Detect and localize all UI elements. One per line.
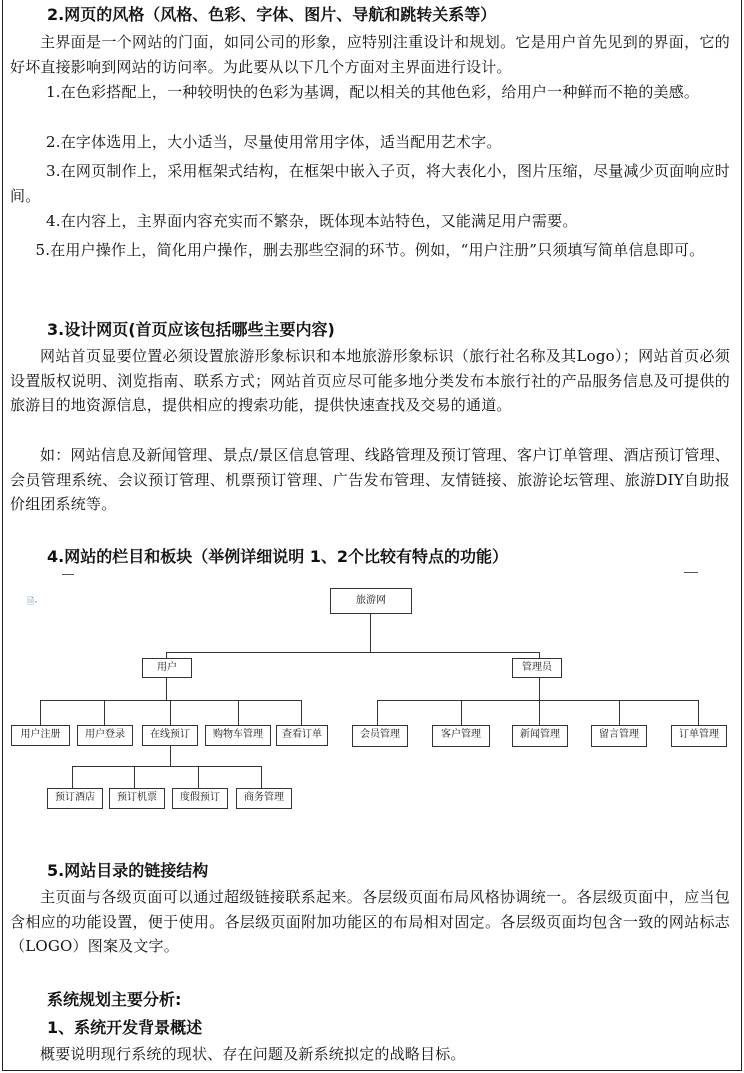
diagram-frame-mark-left (62, 574, 74, 575)
connector-ac-3 (539, 700, 540, 725)
connector-bc-4 (261, 766, 262, 788)
node-order-management: 订单管理 (671, 725, 727, 747)
node-view-orders: 查看订单 (276, 725, 328, 746)
document-icon: 🗎- (27, 597, 38, 607)
node-member-management: 会员管理 (352, 725, 408, 747)
site-structure-diagram (0, 570, 744, 820)
section4-title: 4.网站的栏目和板块（举例详细说明 1、2个比较有特点的功能） (47, 547, 509, 566)
analysis-paragraph-1: 概要说明现行系统的现状、存在问题及新系统拟定的战略目标。 (40, 1045, 466, 1063)
node-cart-management: 购物车管理 (205, 725, 271, 746)
connector-bc-3 (198, 766, 199, 788)
node-user-login: 用户登录 (77, 725, 133, 746)
connector-ac-5 (698, 700, 699, 725)
connector-ac-1 (377, 700, 378, 725)
node-user: 用户 (142, 658, 192, 678)
node-book-hotel: 预订酒店 (47, 788, 103, 809)
connector-uc-1 (40, 700, 41, 725)
connector-ac-2 (461, 700, 462, 725)
connector-booking-children (72, 766, 262, 767)
section2-intro: 主界面是一个网站的门面，如同公司的形象，应特别注重设计和规划。它是用户首先见到的界面，它的好坏直接影响到网站的访问率。为此要从以下几个方面对主界面进行设计。 (10, 33, 730, 76)
node-business-management: 商务管理 (236, 788, 292, 809)
connector-uc-4 (238, 700, 239, 725)
connector-admin-children (377, 700, 699, 701)
connector-bc-2 (134, 766, 135, 788)
section2-item-5: 5.在用户操作上，简化用户操作，删去那些空洞的环节。例如，“用户注册”只须填写简单信息即可。 (35, 241, 705, 259)
analysis-title: 系统规划主要分析: (47, 990, 182, 1009)
analysis-subtitle-1: 1、系统开发背景概述 (47, 1018, 203, 1037)
section2-item-4: 4.在内容上，主界面内容充实而不繁杂，既体现本站特色，又能满足用户需要。 (46, 212, 578, 230)
node-customer-management: 客户管理 (432, 725, 490, 747)
node-news-management: 新闻管理 (512, 725, 568, 747)
node-online-booking: 在线预订 (142, 725, 198, 746)
section3-paragraph-2: 如：网站信息及新闻管理、景点/景区信息管理、线路管理及预订管理、客户订单管理、酒店预订管理、会员管理系统、会议预订管理、机票预订管理、广告发布管理、友情链接、旅游论坛管理、旅游DIY自助报价组团系统等。 (10, 446, 730, 513)
connector-ac-4 (619, 700, 620, 725)
section5-paragraph-1: 主页面与各级页面可以通过超级链接联系起来。各层级页面布局风格协调统一。各层级页面中，应当包含相应的功能设置，便于使用。各层级页面附加功能区的布局相对固定。各层级页面均包含一致的网站标志（LOGO）图案及文字。 (10, 888, 730, 955)
node-user-register: 用户注册 (11, 725, 70, 746)
connector-user-down (166, 678, 167, 700)
node-admin: 管理员 (512, 658, 562, 678)
connector-bc-1 (72, 766, 73, 788)
node-vacation-booking: 度假预订 (172, 788, 228, 809)
section2-item-3: 3.在网页制作上，采用框架式结构，在框架中嵌入子页，将大表化小，图片压缩，尽量减少页面响应时间。 (10, 162, 730, 205)
node-root: 旅游网 (330, 588, 412, 614)
connector-uc-2 (104, 700, 105, 725)
connector-booking-down (170, 746, 171, 766)
section2-title: 2.网页的风格（风格、色彩、字体、图片、导航和跳转关系等） (47, 5, 497, 24)
connector-uc-3 (170, 700, 171, 725)
section3-title: 3.设计网页(首页应该包括哪些主要内容) (47, 320, 335, 339)
connector-root (370, 614, 371, 652)
connector-user-children (40, 700, 302, 701)
node-message-management: 留言管理 (591, 725, 647, 747)
connector-uc-5 (301, 700, 302, 725)
diagram-frame-mark-right (684, 572, 698, 573)
connector-admin-down (539, 678, 540, 700)
section2-item-1: 1.在色彩搭配上，一种较明快的色彩为基调，配以相关的其他色彩，给用户一种鲜而不艳的美感。 (46, 83, 700, 101)
section2-item-2: 2.在字体选用上，大小适当，尽量使用常用字体，适当配用艺术字。 (46, 133, 502, 151)
node-book-flight: 预订机票 (109, 788, 165, 809)
section5-title: 5.网站目录的链接结构 (47, 861, 209, 880)
section3-paragraph-1: 网站首页显要位置必须设置旅游形象标识和本地旅游形象标识（旅行社名称及其Logo）；网站首页必须设置版权说明、浏览指南、联系方式；网站首页应尽可能多地分类发布本旅行社的产品服务信息及可提供的旅游目的地资源信息，提供相应的搜索功能，提供快速查找及交易的通道。 (10, 347, 730, 414)
connector-level1 (166, 652, 540, 653)
